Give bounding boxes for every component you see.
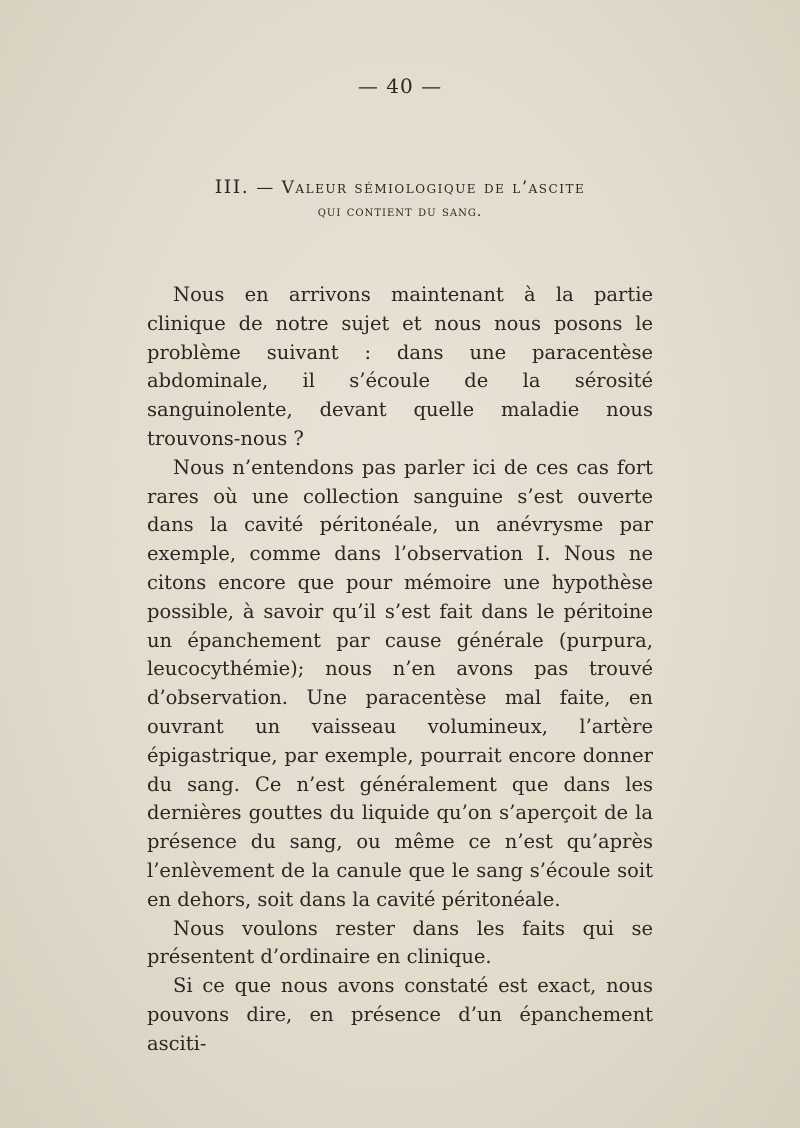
paragraph-2: Nous n’entendons pas parler ici de ces cas fort rares où une collection sanguine s’est ouverte dans la cavité péritonéale, un anévrysme par exemple, comme dans l’observation I. Nous ne citons encore que pour mémoire une hypothèse possible, à savoir qu’il s’est fait dans le péritoine un épanchement par cause générale (purpura, leucocythémie); nous n’en avons pas trouvé d’observation. Une paracentèse mal faite, en ouvrant un vaisseau volumineux, l’artère épigastrique, par exemple, pourrait encore donner du sang. Ce n’est généralement que dans les dernières gouttes du liquide qu’on s’aperçoit de la présence du sang, ou même ce n’est qu’après l’enlèvement de la canule que le sang s’écoule soit en dehors, soit dans la cavité péritonéale. <box>147 455 653 911</box>
paragraph-4: Si ce que nous avons constaté est exact, nous pouvons dire, en présence d’un épanchement asciti- <box>147 974 653 1055</box>
body-text <box>147 281 653 1059</box>
heading-dash: — <box>256 178 275 198</box>
page-number: — 40 — <box>357 74 443 98</box>
section-numeral: III. <box>214 176 250 198</box>
section-title-line2: qui contient du sang. <box>317 204 483 220</box>
section-heading <box>0 176 800 198</box>
paragraph-1: Nous en arrivons maintenant à la partie clinique de notre sujet et nous nous posons le problème suivant : dans une paracentèse abdominale, il s’écoule de la sérosité sanguinolente, devant quelle maladie nous trouvons-nous ? <box>147 283 653 450</box>
paragraph-3: Nous voulons rester dans les faits qui se présentent d’ordinaire en clinique. <box>147 916 653 969</box>
section-title-line1: Valeur sémiologique de l’ascite <box>281 178 586 198</box>
